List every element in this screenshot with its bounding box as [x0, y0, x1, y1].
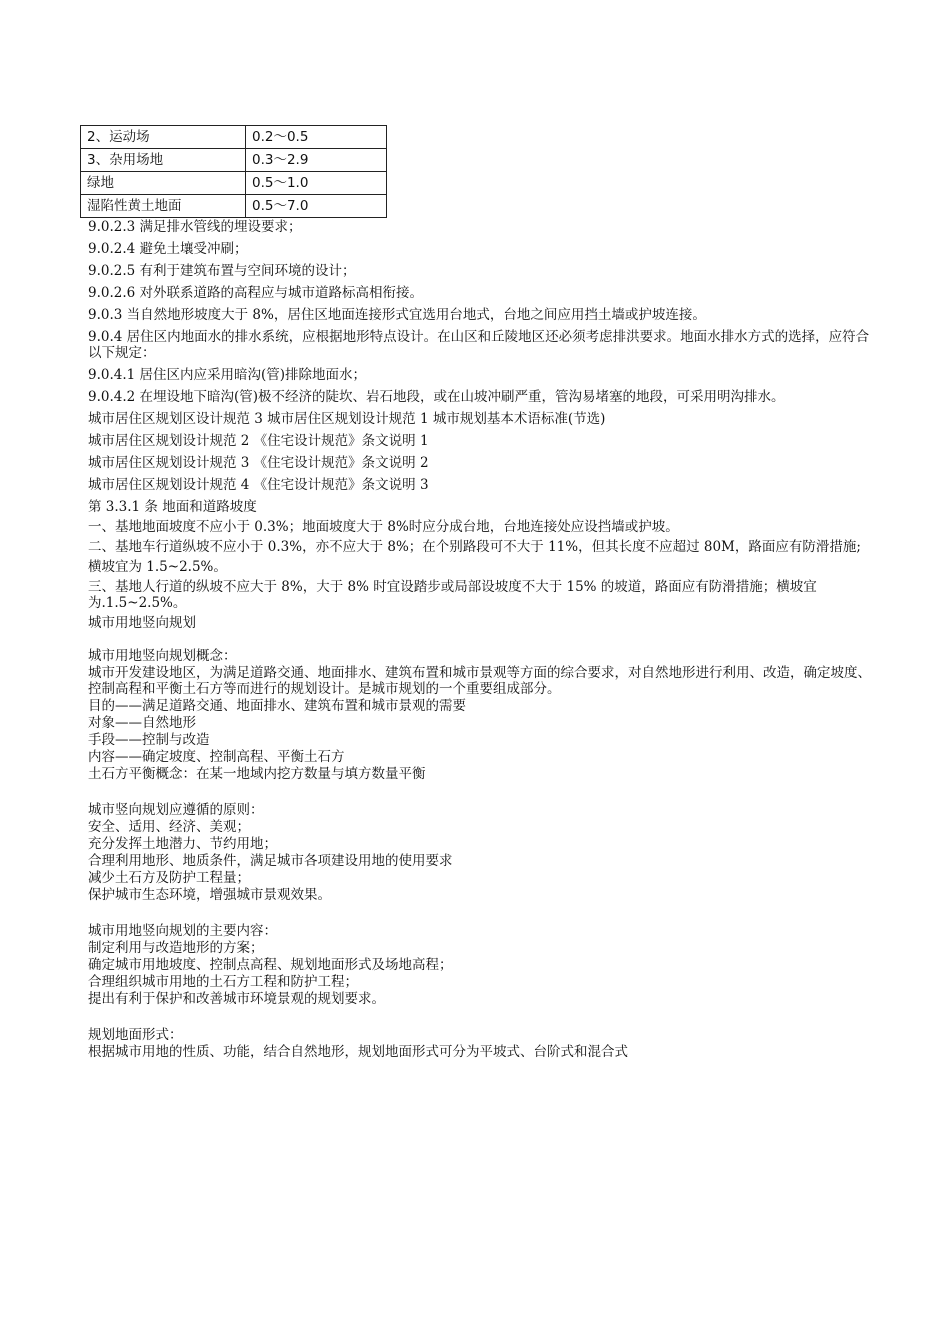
- paragraph: 9.0.2.3 满足排水管线的埋设要求；: [88, 219, 302, 235]
- paragraph: 9.0.3 当自然地形坡度大于 8%，居住区地面连接形式宜选用台地式，台地之间应用挡土墙或护坡连接。: [88, 307, 706, 323]
- table-row: [81, 149, 387, 172]
- list-item: 减少土石方及防护工程量；: [88, 870, 250, 886]
- paragraph: 横坡宜为 1.5~2.5%。: [88, 559, 227, 575]
- paragraph: 9.0.4.2 在埋设地下暗沟(管)极不经济的陡坎、岩石地段，或在山坡冲刷严重，管沟易堵塞的地段，可采用明沟排水。: [88, 389, 785, 405]
- blank-line: [88, 1007, 873, 1023]
- reference-line: 城市居住区规划设计规范 4 《住宅设计规范》条文说明 3: [88, 477, 429, 493]
- reference-line: 城市居住区规划设计规范 2 《住宅设计规范》条文说明 1: [88, 433, 429, 449]
- list-item: 充分发挥土地潜力、节约用地；: [88, 836, 277, 852]
- blank-line: [88, 631, 873, 647]
- paragraph: 二、基地车行道纵坡不应小于 0.3%，亦不应大于 8%；在个别路段可不大于 11%，但其长度不应超过 80M，路面应有防滑措施;: [88, 539, 861, 555]
- table-cell: 0.3～2.9: [246, 149, 387, 172]
- reference-line: 城市居住区规划设计规范 3 《住宅设计规范》条文说明 2: [88, 455, 429, 471]
- paragraph: 9.0.2.6 对外联系道路的高程应与城市道路标高相衔接。: [88, 285, 424, 301]
- table-cell: 0.5～1.0: [246, 172, 387, 195]
- table-cell: 2、运动场: [81, 126, 246, 149]
- blank-line: [88, 903, 873, 919]
- list-item: 提出有利于保护和改善城市环境景观的规划要求。: [88, 991, 385, 1007]
- table-cell: 绿地: [81, 172, 246, 195]
- table-row: [81, 195, 387, 218]
- paragraph: 对象——自然地形: [88, 715, 196, 731]
- paragraph: 土石方平衡概念：在某一地域内挖方数量与填方数量平衡: [88, 766, 426, 782]
- section-heading: 第 3.3.1 条 地面和道路坡度: [88, 499, 257, 515]
- paragraph: 9.0.4 居住区内地面水的排水系统，应根据地形特点设计。在山区和丘陵地区还必须考虑排洪要求。地面水排水方式的选择，应符合以下规定：: [88, 329, 870, 361]
- paragraph: 一、基地地面坡度不应小于 0.3%；地面坡度大于 8%时应分成台地，台地连接处应设挡墙或护坡。: [88, 519, 679, 535]
- paragraph: 手段——控制与改造: [88, 732, 210, 748]
- document-body: [88, 219, 873, 1060]
- section-heading: 城市用地竖向规划的主要内容：: [88, 923, 277, 939]
- table-cell: 湿陷性黄土地面: [81, 195, 246, 218]
- paragraph: 9.0.4.1 居住区内应采用暗沟(管)排除地面水；: [88, 367, 367, 383]
- list-item: 制定利用与改造地形的方案；: [88, 940, 264, 956]
- paragraph: 三、基地人行道的纵坡不应大于 8%，大于 8% 时宜设踏步或局部设坡度不大于 15% 的坡道，路面应有防滑措施；横坡宜为.1.5~2.5%。: [88, 579, 817, 611]
- paragraph: 9.0.2.4 避免土壤受冲刷；: [88, 241, 248, 257]
- section-heading: 城市用地竖向规划概念：: [88, 648, 237, 664]
- table-row: [81, 126, 387, 149]
- reference-line: 城市居住区规划区设计规范 3 城市居住区规划设计规范 1 城市规划基本术语标准(节选): [88, 411, 606, 427]
- table-cell: 0.5～7.0: [246, 195, 387, 218]
- slope-table: [80, 125, 387, 218]
- section-heading: 城市竖向规划应遵循的原则：: [88, 802, 264, 818]
- paragraph: 目的——满足道路交通、地面排水、建筑布置和城市景观的需要: [88, 698, 466, 714]
- list-item: 确定城市用地坡度、控制点高程、规划地面形式及场地高程；: [88, 957, 453, 973]
- list-item: 合理利用地形、地质条件，满足城市各项建设用地的使用要求: [88, 853, 453, 869]
- paragraph: 城市开发建设地区，为满足道路交通、地面排水、建筑布置和城市景观等方面的综合要求，对自然地形进行利用、改造，确定坡度、控制高程和平衡土石方等而进行的规划设计。是城市规划的一个重要组成部分。: [88, 665, 871, 697]
- list-item: 保护城市生态环境，增强城市景观效果。: [88, 887, 331, 903]
- table-cell: 3、杂用场地: [81, 149, 246, 172]
- section-heading: 规划地面形式：: [88, 1027, 183, 1043]
- paragraph: 内容——确定坡度、控制高程、平衡土石方: [88, 749, 345, 765]
- section-heading: 城市用地竖向规划: [88, 615, 196, 631]
- paragraph: 9.0.2.5 有利于建筑布置与空间环境的设计；: [88, 263, 356, 279]
- paragraph: 根据城市用地的性质、功能，结合自然地形，规划地面形式可分为平坡式、台阶式和混合式: [88, 1044, 628, 1060]
- table-cell: 0.2～0.5: [246, 126, 387, 149]
- list-item: 安全、适用、经济、美观；: [88, 819, 250, 835]
- blank-line: [88, 782, 873, 798]
- table-row: [81, 172, 387, 195]
- list-item: 合理组织城市用地的土石方工程和防护工程；: [88, 974, 358, 990]
